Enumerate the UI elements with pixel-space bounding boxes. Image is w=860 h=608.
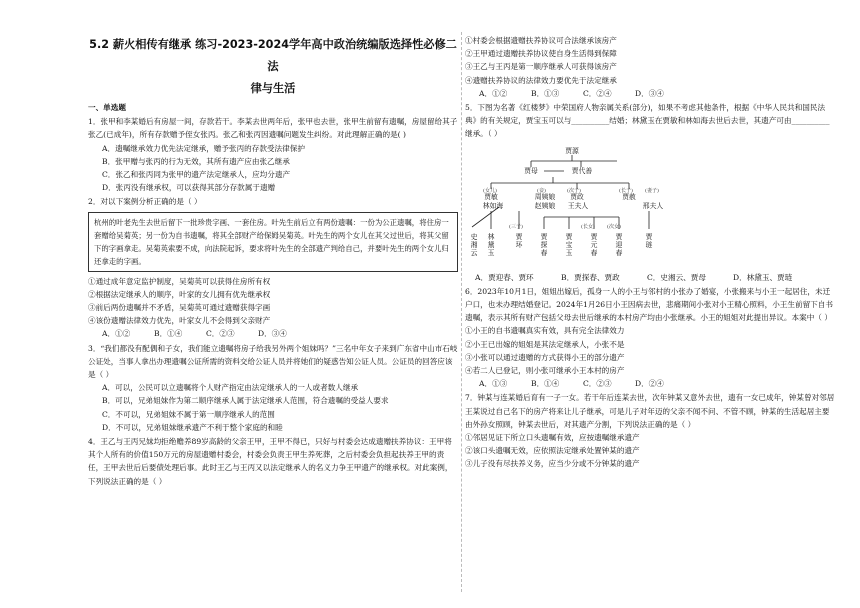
question-2-stem: 2．对以下案例分析正确的是（ ） (88, 197, 202, 207)
node-jia-daishan: 贾代善 (571, 166, 593, 175)
node-jia-zheng: 贾政 (570, 192, 584, 201)
q2-choice-c: C．②③ (206, 329, 235, 339)
q3-option-b: B．可以，兄弟姐妹作为第二顺序继承人属于法定继承人范围，符合遗嘱的受益人要求 (102, 396, 389, 406)
q6-statement-2: ②小王已出嫁的姐姐是其法定继承人，小张不是 (465, 339, 625, 349)
section-heading: 一、单选题 (88, 103, 126, 112)
question-5-stem: 5．下图为名著《红楼梦》中荣国府人物亲属关系(部分)，如果不考虑其他条件，根据《中华人民共和国民法典》的有关规定，贾宝玉可以与__________结婚；林黛玉在贾敏和林如海去世后去世，其遗产可由__________继承。（ ） (465, 103, 830, 139)
q2-statement-2: ②根据法定继承人的顺序，叶家的女儿拥有优先继承权 (88, 289, 271, 299)
node-shi-xiangyun: 史湘云 (470, 232, 478, 257)
node-jia-yuan: 贾源 (565, 146, 579, 155)
node-jia-baoyu: 贾宝玉 (565, 232, 573, 257)
q3-option-d: D．不可以，兄弟姐妹继承遗产不利于整个家庭的和睦 (102, 422, 283, 432)
node-jia-yingchun: 贾迎春 (615, 232, 623, 257)
node-zhou-yiniang: 周姨娘 (534, 192, 556, 201)
q6-choice-b: B．①④ (531, 379, 560, 389)
q4-statement-3: ③王乙与王丙是第一顺序继承人可获得该房产 (465, 62, 617, 72)
q2-choices (88, 327, 458, 340)
q6-choice-d: D．②④ (635, 379, 664, 389)
q6-choice-a: A．①③ (479, 379, 508, 389)
node-jia-min: 贾敏 (484, 192, 498, 201)
q7-statement-3: ③儿子没有尽扶养义务，应当少分或不分钟某的遗产 (465, 459, 640, 469)
tag-eldest-daughter: (长女) (581, 223, 595, 230)
q2-choice-a: A．①② (102, 329, 131, 339)
node-xing-furen: 邢夫人 (642, 201, 664, 210)
q5-choice-a: A．贾迎春、贾环 (475, 272, 534, 282)
q6-statement-1: ①小王的自书遗嘱真实有效，具有完全法律效力 (465, 326, 625, 336)
q2-statement-3: ③前后两份遗嘱并不矛盾，吴菊英可通过遗赠获得字画 (88, 303, 271, 313)
question-3-stem: 3．“我们都没有配偶和子女，我们能立遗嘱将房子给我另外两个姐妹吗？”三名中年女子来到广东省中山市石岐公证处，当事人拿出办理遗嘱公证所需的资料交给公证人员并将她们的疑惑告知公证人员。公证员的回答应该是（ ） (88, 343, 458, 380)
left-column (88, 34, 458, 488)
node-jia-mu: 贾母 (524, 166, 538, 175)
family-tree-diagram (469, 147, 679, 267)
node-jia-yuanchun: 贾元春 (590, 232, 598, 257)
q7-statement-1: ①邻居见证下所立口头遗嘱有效，应按遗嘱继承遗产 (465, 433, 640, 443)
node-lin-daiyu: 林黛玉 (487, 232, 495, 257)
node-lin-ruhai: 林如海 (482, 201, 504, 210)
q5-choice-d: D．林黛玉、贾琏 (733, 272, 793, 282)
tag-concubine: (妾) (537, 187, 546, 194)
question-1-stem: 1．张甲和李某婚后有房屋一间，存款若干。李某去世两年后，张甲也去世，张甲生前留有遗嘱，房屋留给其子张乙(已成年)，所有存款赠予侄女张丙。张乙和张丙因遗嘱问题发生纠纷。对此理解正确的是( ) (88, 117, 458, 140)
q4-choice-d: D．③④ (635, 88, 664, 98)
node-jia-tanchun: 贾探春 (540, 232, 548, 257)
title-line-2: 律与生活 (250, 82, 296, 95)
q3-option-a: A．可以，公民可以立遗嘱将个人财产指定由法定继承人的一人或者数人继承 (102, 383, 359, 393)
tag-second-son: (次子) (567, 187, 581, 194)
q5-choice-b: B．贾探春、贾政 (561, 272, 620, 282)
tag-daughter: (女儿) (483, 187, 497, 194)
case-box: 杭州的叶老先生去世后留下一批珍贵字画、一套住房。叶先生前后立有两份遗嘱：一份为公正遗嘱，将住房一套赠给吴菊英；另一份为自书遗嘱，将其全部财产给保姆吴菊英。叶先生的两个女儿在其父过世后，将其父留下的字画拿走。吴菊英索要不成，向法院起诉，要求将叶先生的全部遗产判给自己，并要叶先生的两个女儿归还拿走的字画。 (88, 212, 458, 272)
node-wang-furen: 王夫人 (567, 201, 589, 210)
q6-statement-4: ④若二人已登记，则小张可继承小王本村的房产 (465, 366, 625, 376)
q1-option-c: C．张乙和张丙同为张甲的遗产法定继承人，应均分遗产 (102, 170, 291, 180)
q2-choice-d: D．③④ (258, 329, 287, 339)
node-jia-lian: 贾琏 (645, 232, 653, 249)
q2-statement-4: ④该份遗赠法律效力优先，叶家女儿不会得到父亲财产 (88, 316, 271, 326)
doc-title (88, 34, 458, 100)
q2-statement-1: ①通过成年意定监护制度，吴菊英可以获得住房所有权 (88, 276, 271, 286)
title-line-1: 5.2 薪火相传有继承 练习-2023-2024学年高中政治统编版选择性必修二法 (89, 38, 457, 73)
tag-second-daughter: (次女) (607, 223, 621, 230)
node-jia-she: 贾赦 (622, 192, 636, 201)
q6-statement-3: ③小张可以通过遗赠的方式获得小王的部分遗产 (465, 352, 625, 362)
node-jia-huan: 贾环 (515, 232, 523, 249)
q2-choice-b: B．①④ (154, 329, 183, 339)
q4-choices (465, 87, 835, 100)
q6-choices (465, 377, 835, 390)
tag-third-son: (三子) (509, 223, 523, 230)
q6-choice-c: C．②③ (583, 379, 612, 389)
right-column (465, 34, 835, 471)
tag-wife: (妻子) (645, 187, 659, 194)
q7-statement-2: ②该口头遗嘱无效，应依照法定继承处置钟某的遗产 (465, 446, 640, 456)
q4-choice-b: B．①③ (531, 88, 560, 98)
q1-option-a: A．遗嘱继承效力优先法定继承，赠予张丙的存款受法律保护 (102, 143, 305, 153)
q4-statement-1: ①村委会根据遗赠扶养协议可合法继承该房产 (465, 36, 617, 45)
q5-choice-c: C．史湘云、贾母 (647, 272, 706, 282)
q4-choice-a: A．①② (479, 88, 508, 98)
q5-choices (465, 271, 835, 284)
q4-statement-2: ②王甲通过遗赠扶养协议使自身生活得到保障 (465, 49, 617, 59)
question-4-stem: 4．王乙与王丙兄妹均拒绝赡养89岁高龄的父亲王甲，王甲不得已，只好与村委会达成遗赠扶养协议：王甲将其个人所有的价值150万元的房屋遗赠村委会，村委会负责王甲生养死葬，之后村委会负担起扶养王甲的责任，王甲去世后后要债处理后事。此时王乙与王丙又以法定继承人的名义力争王甲遗产的继承权。对此案例，下列说法正确的是（ ） (88, 437, 453, 486)
question-7-stem: 7．钟某与连某婚后育有一子一女。若干年后连某去世，次年钟某又意外去世，遗有一女已成年，钟某曾对邻居王某说过自己名下的房产将来让儿子继承，可是儿子对年迈的父亲不闻不问、不管不顾，钟某的生活起居主要由外孙女照顾，钟某去世后，对其遗产分割，下列说法正确的是（ ） (465, 393, 835, 429)
tag-eldest-son: (长子) (619, 187, 633, 194)
q3-option-c: C．不可以，兄弟姐妹不属于第一顺序继承人的范围 (102, 409, 275, 419)
q4-choice-c: C．②④ (583, 88, 612, 98)
q1-option-d: D．张丙没有继承权，可以获得其部分存款属于遗赠 (102, 183, 276, 193)
node-zhao-yiniang: 赵姨娘 (534, 201, 556, 210)
q4-statement-4: ④遗赠扶养协议的法律效力要优先于法定继承 (465, 75, 617, 85)
column-divider (461, 32, 462, 592)
question-6-stem: 6．2023年10月1日，姐姐出嫁后，孤身一人的小王与邻村的小张办了婚宴，小张搬来与小王一起居住，未迁户口，也未办理结婚登记。2024年1月26日小王因病去世，悲痛期间小张对小王精心照料，小王生前留下自书遗嘱，表示其所有财产包括父母去世后继承的本村房产均由小张继承。小王的姐姐对此提出异议。本案中（ ） (465, 286, 833, 323)
q1-option-b: B．张甲赠与张丙的行为无效，其所有遗产应由张乙继承 (102, 156, 290, 166)
